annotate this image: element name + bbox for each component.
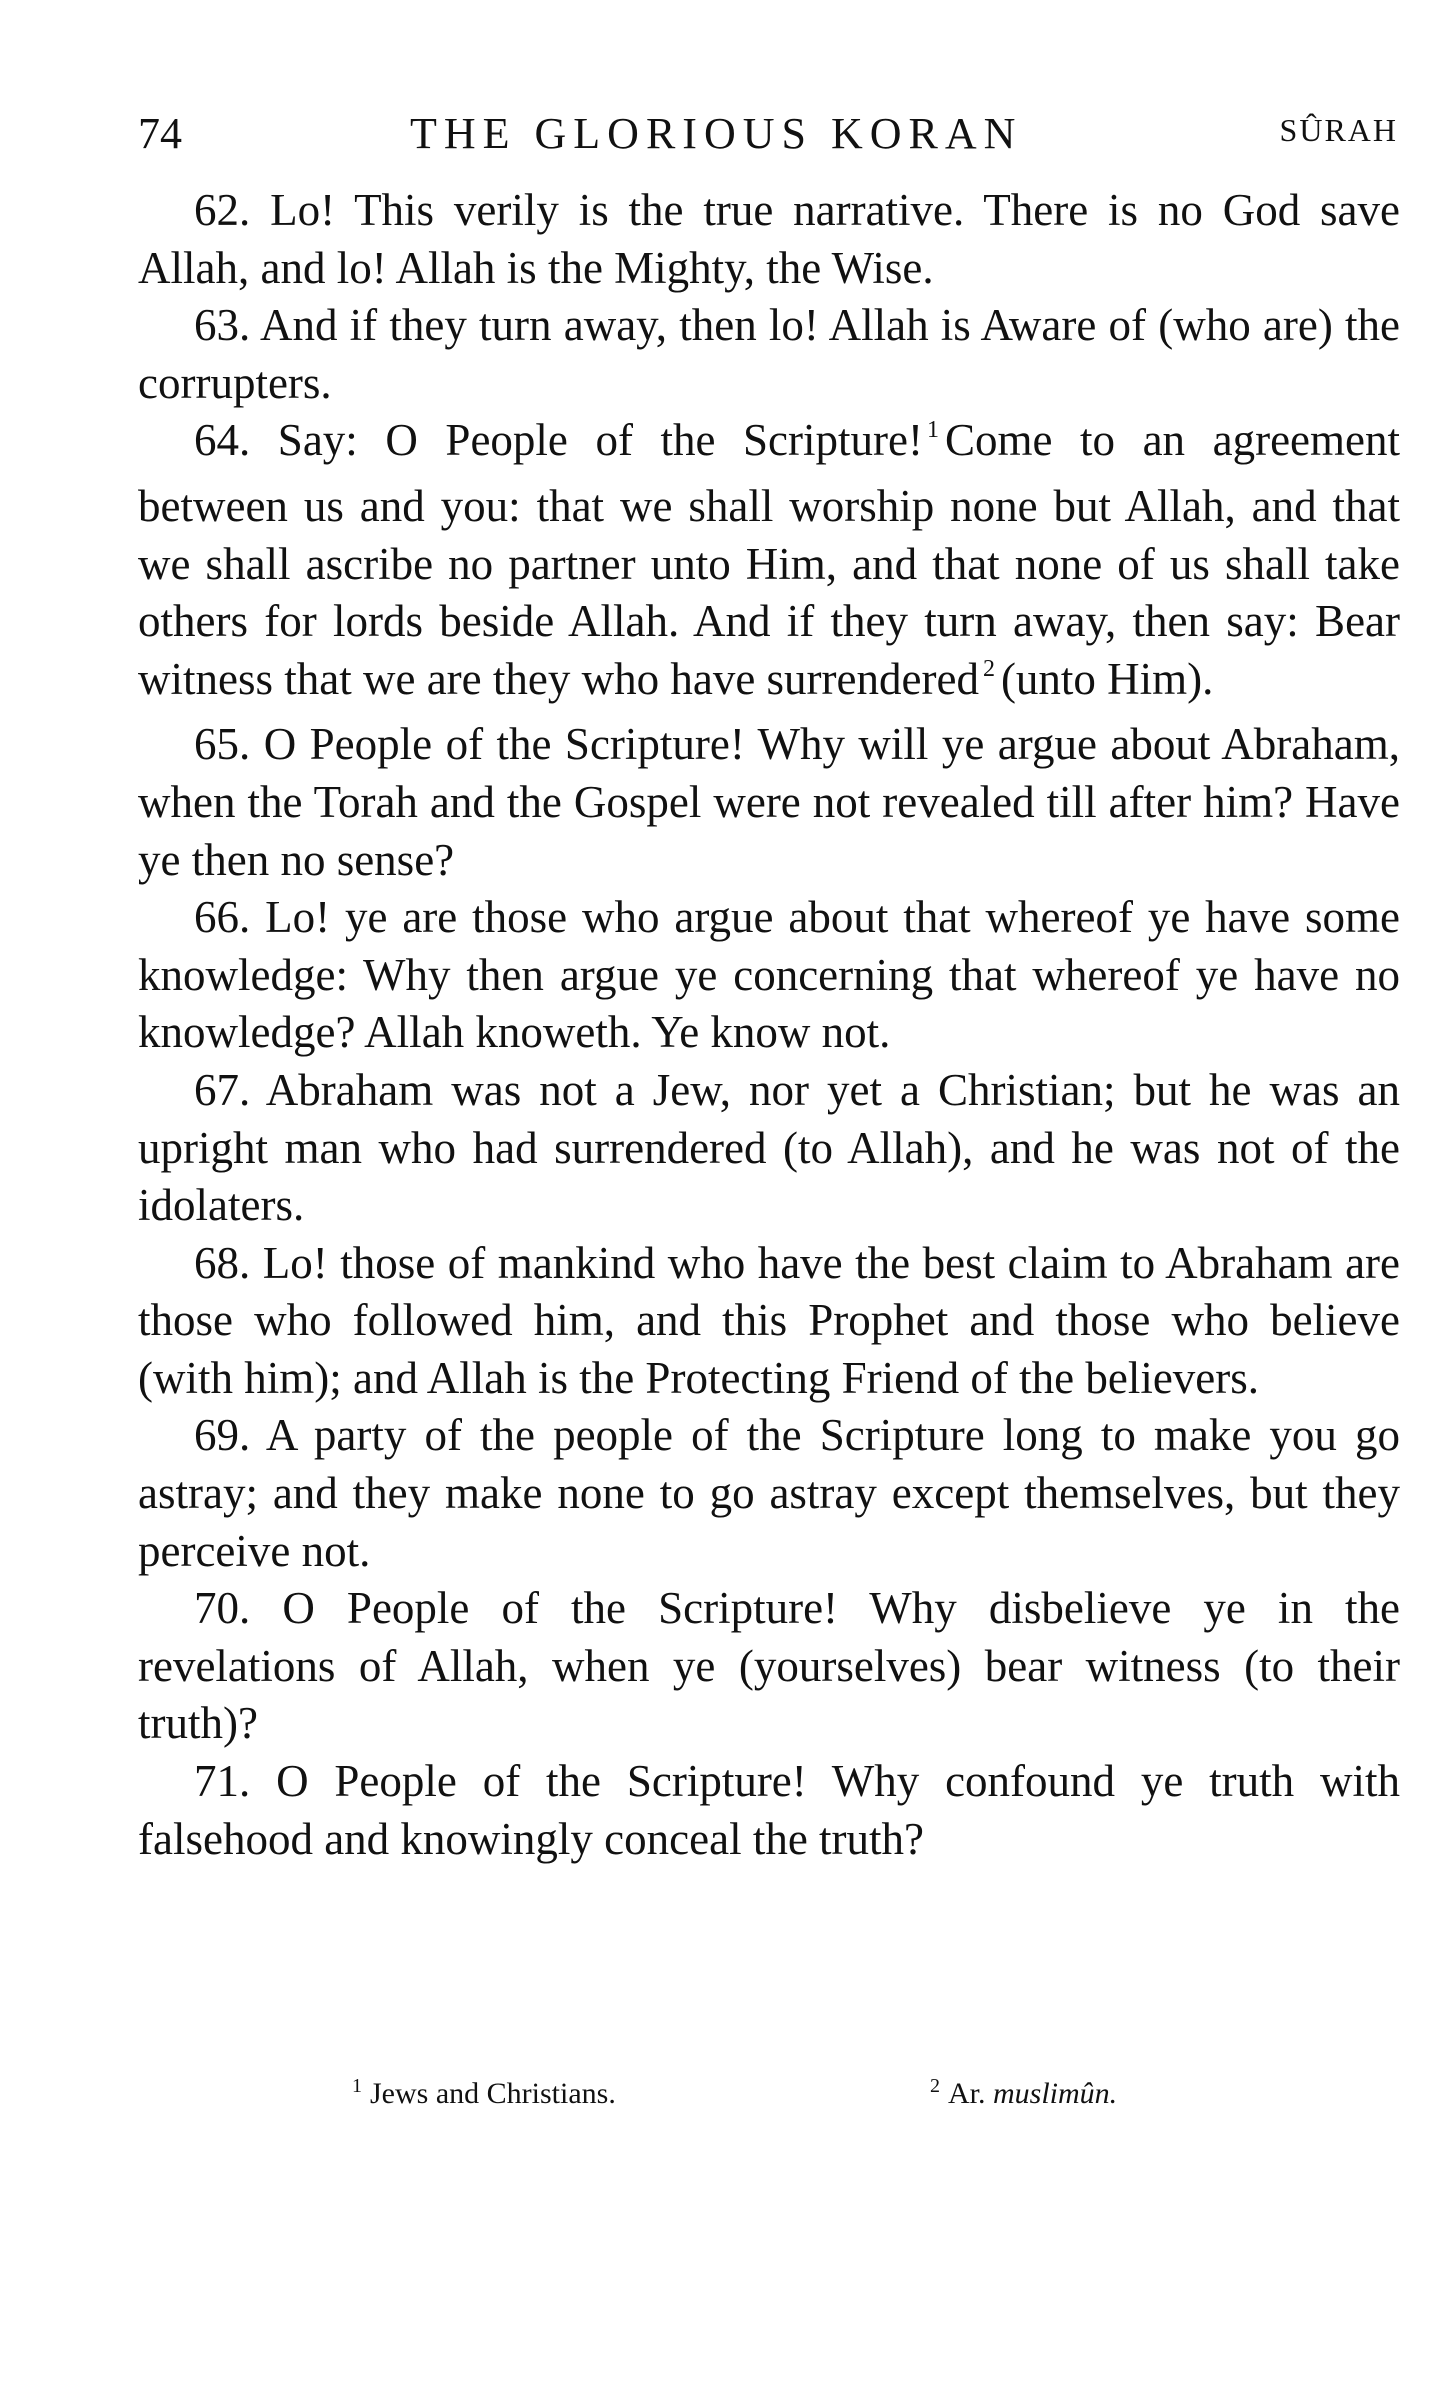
verse-text: 63. And if they turn away, then lo! Allah is Aware of (who are) the corrupters. [138, 300, 1400, 408]
verse-64 [138, 412, 1400, 716]
footnote-2 [930, 2075, 1117, 2111]
verse-62 [138, 182, 1400, 297]
verse-63 [138, 297, 1400, 412]
section-label: SÛRAH [1279, 112, 1398, 148]
verse-text: (unto Him). [1000, 653, 1214, 704]
verse-text: 71. O People of the Scripture! Why confound ye truth with falsehood and knowingly conceal the truth? [138, 1756, 1400, 1864]
footnote-reference-2: 2 [982, 655, 995, 682]
footnote-1 [352, 2075, 616, 2111]
verse-text: 62. Lo! This verily is the true narrative. There is no God save Allah, and lo! Allah is the Mighty, the Wise. [138, 185, 1400, 293]
verse-69 [138, 1407, 1400, 1580]
footnotes [0, 2075, 1441, 2125]
verse-text: 67. Abraham was not a Jew, nor yet a Christian; but he was an upright man who had surrendered (to Allah), and he was not of the idolaters. [138, 1064, 1400, 1231]
book-title: THE GLORIOUS KORAN [410, 109, 1023, 158]
verse-text: 69. A party of the people of the Scripture long to make you go astray; and they make none to go astray except themselves, but they perceive not. [138, 1410, 1400, 1576]
verse-66 [138, 889, 1400, 1062]
footnote-term: muslimûn. [993, 2077, 1118, 2110]
verse-text: 64. Say: O People of the Scripture! [194, 415, 923, 466]
verse-text: Come to an agreement between us and you: that we shall worship none but Allah, and that we shall ascribe no partner unto Him, and that none of us shall take others for lords beside Allah. And if they turn away, then say: Bear witness that we are they who have surrendered [138, 415, 1400, 704]
verse-text: 65. O People of the Scripture! Why will ye argue about Abraham, when the Torah and the Gospel were not revealed till after him? Have ye then no sense? [138, 719, 1400, 885]
verse-65 [138, 716, 1400, 889]
verse-67 [138, 1062, 1400, 1235]
footnote-text: Jews and Christians. [370, 2077, 616, 2110]
verse-text: 66. Lo! ye are those who argue about that whereof ye have some knowledge: Why then argue ye concerning that whereof ye have no knowledge? Allah knoweth. Ye know not. [138, 892, 1400, 1058]
verse-text: 70. O People of the Scripture! Why disbelieve ye in the revelations of Allah, when ye (yourselves) bear witness (to their truth)? [138, 1583, 1400, 1749]
verse-70 [138, 1580, 1400, 1753]
footnote-reference-1: 1 [926, 417, 939, 444]
footnote-marker: 2 [930, 2075, 940, 2097]
verse-68 [138, 1235, 1400, 1408]
verse-text-block [138, 182, 1400, 1868]
page-number: 74 [138, 109, 182, 158]
verse-text: 68. Lo! those of mankind who have the best claim to Abraham are those who followed him, and this Prophet and those who believe (with him); and Allah is the Protecting Friend of the believers. [138, 1237, 1400, 1403]
footnote-marker: 1 [352, 2075, 362, 2097]
verse-71 [138, 1753, 1400, 1868]
running-header [138, 108, 1398, 168]
footnote-text: Ar. [948, 2077, 986, 2110]
